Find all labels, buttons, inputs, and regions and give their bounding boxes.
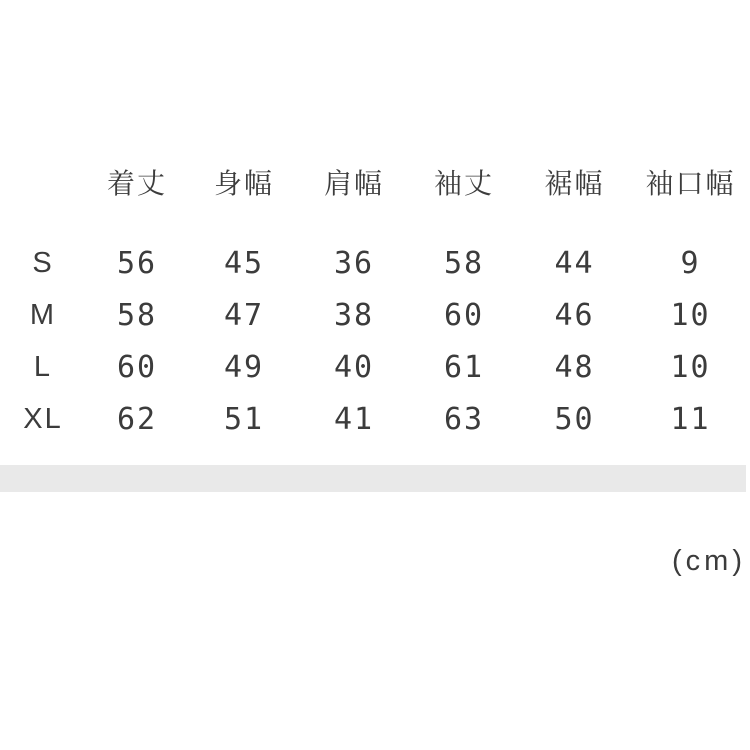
cell-xl-body-length: 62 (116, 401, 158, 437)
column-header-cuff-width: 袖口幅 (645, 168, 736, 199)
column-header-body-length: 着丈 (106, 168, 167, 199)
row-label-m: M (29, 298, 57, 331)
cell-l-body-width: 49 (223, 349, 265, 385)
column-header-shoulder-width: 肩幅 (323, 168, 384, 199)
column-header-body-width: 身幅 (213, 168, 274, 199)
unit-label: (cm) (672, 545, 746, 577)
cell-m-shoulder-width: 38 (333, 297, 375, 333)
table-row-l (0, 341, 750, 393)
cell-xl-body-width: 51 (223, 401, 265, 437)
cell-s-sleeve-length: 58 (443, 245, 485, 281)
cell-m-cuff-width: 10 (670, 297, 711, 333)
cell-m-body-width: 47 (223, 297, 265, 333)
cell-m-sleeve-length: 60 (443, 297, 485, 333)
cell-s-hem-width: 44 (554, 245, 595, 281)
table-row-s (0, 237, 750, 289)
cell-l-sleeve-length: 61 (443, 349, 485, 385)
row-label-s: S (32, 246, 54, 279)
cell-s-shoulder-width: 36 (333, 245, 375, 281)
size-chart-table (0, 156, 750, 445)
cell-xl-sleeve-length: 63 (443, 401, 485, 437)
cell-l-body-length: 60 (116, 349, 158, 385)
cell-m-hem-width: 46 (554, 297, 595, 333)
row-label-xl: XL (23, 402, 63, 435)
table-row-xl (0, 393, 750, 445)
cell-l-shoulder-width: 40 (333, 349, 375, 385)
cell-l-hem-width: 48 (554, 349, 595, 385)
row-label-l: L (33, 350, 53, 383)
table-header-row (0, 156, 750, 208)
cell-xl-shoulder-width: 41 (333, 401, 375, 437)
column-header-sleeve-length: 袖丈 (433, 168, 494, 199)
cell-s-cuff-width: 9 (680, 245, 701, 281)
cell-xl-hem-width: 50 (554, 401, 595, 437)
table-row-m (0, 289, 750, 341)
divider-bar (0, 465, 746, 492)
cell-s-body-length: 56 (116, 245, 158, 281)
column-header-hem-width: 裾幅 (544, 168, 605, 199)
cell-xl-cuff-width: 11 (670, 401, 711, 437)
cell-l-cuff-width: 10 (670, 349, 711, 385)
cell-s-body-width: 45 (223, 245, 265, 281)
cell-m-body-length: 58 (116, 297, 158, 333)
